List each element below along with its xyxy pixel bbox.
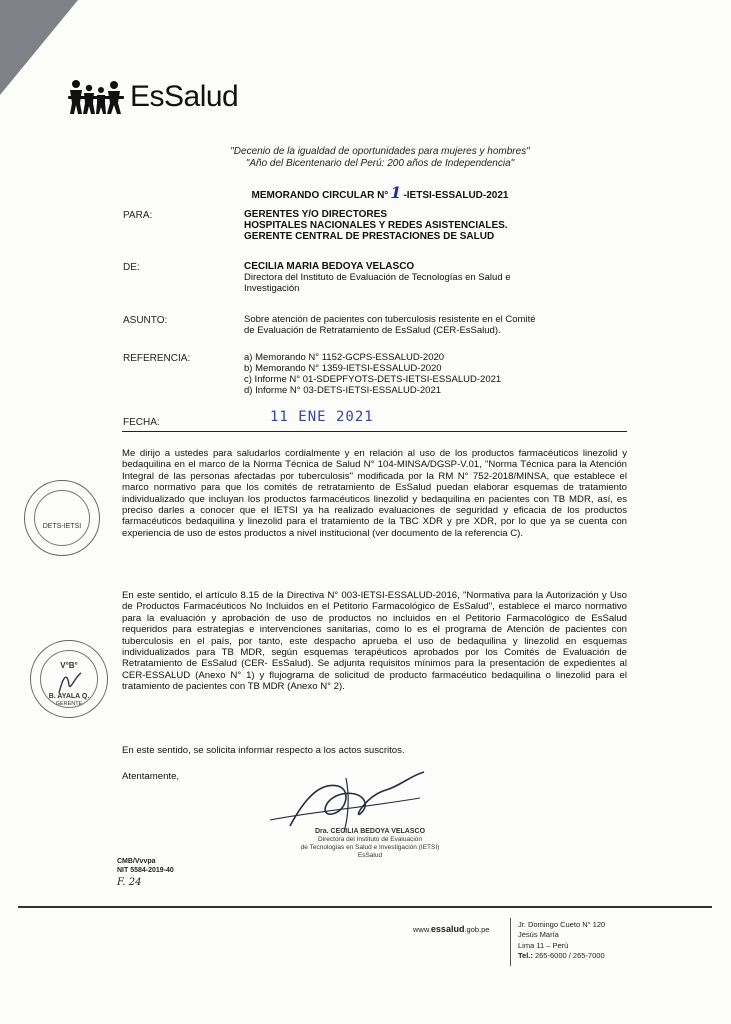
footer-address [518, 920, 605, 962]
signatory-line: EsSalud [357, 852, 383, 859]
asunto-label: ASUNTO: [123, 315, 168, 326]
para-line: GERENTE CENTRAL DE PRESTACIONES DE SALUD [244, 231, 495, 242]
essalud-logo [68, 77, 238, 117]
seal-2-vb: V°B° [60, 661, 78, 670]
de-role: Directora del Instituto de Evaluación de Tecnologías en Salud e [244, 272, 511, 283]
seal-2-role: GERENTE [55, 701, 83, 707]
memo-title-prefix: MEMORANDO CIRCULAR N° [251, 190, 389, 201]
date-stamp: 11 ENE 2021 [270, 409, 374, 425]
asunto-line: de Evaluación de Retratamiento de EsSalud (CER-EsSalud). [244, 325, 501, 336]
memo-title-suffix: -IETSI-ESSALUD-2021 [403, 190, 509, 201]
footer-divider [18, 906, 712, 908]
tel-label: Tel.: [518, 951, 533, 961]
phone-line [518, 951, 605, 961]
fecha-label: FECHA: [123, 417, 160, 428]
address-line: Lima 11 – Perú [518, 940, 569, 950]
folio-number: F. 24 [117, 877, 142, 888]
signatory-line: de Tecnologías en Salud e Investigación (IETSI) [300, 844, 440, 851]
memo-number: 1 [390, 183, 402, 202]
referencia-item: d) Informe N° 03-DETS-IETSI-ESSALUD-2021 [244, 385, 442, 396]
footer-separator [510, 918, 511, 966]
de-label: DE: [123, 262, 140, 273]
asunto-line: Sobre atención de pacientes con tuberculosis resistente en el Comité [244, 314, 536, 325]
seal-2-name: B. AYALA Q. [48, 693, 90, 700]
tel-value: 265-6000 / 265-7000 [534, 951, 605, 961]
year-motto: "Año del Bicentenario del Perú: 200 años de Independencia" [245, 158, 515, 169]
para-value [244, 209, 624, 242]
website-link[interactable] [413, 924, 489, 934]
body-paragraph-2: En este sentido, el artículo 8.15 de la Directiva N° 003-IETSI-ESSALUD-2016, "Normativa para la Autorización y Uso de Productos Farmacéuticos No Incluidos en el Petitorio Farmacológico de EsSalud", establece el marco normativo para la evaluación y aprobación de uso de productos no incluidos en el Petitorio Farmacológico de EsSalud requeridos para estrategias e intervenciones sanitarias, como lo es el programa de Atención de pacientes con tuberculosis en el país, por tanto, este despacho aprueba el uso de bedaquilina y linezolid en esquemas individualizados para TB MDR, según esquemas terapéuticos aprobados por los Comités de Evaluación de Retratamiento de EsSalud (CER- EsSalud). Se adjunta requisitos mínimos para la presentación de expedientes al CER-ESSALUD (Anexo N° 1) y flujograma de solicitud de producto farmacéutico bedaquilina o linezolid para el tratamiento de pacientes con TB MDR (Anexo N° 2). [122, 590, 627, 693]
address-line: Jr. Domingo Cueto N° 120 [518, 920, 606, 929]
signatory-name: Dra. CECILIA BEDOYA VELASCO [314, 828, 426, 835]
header-divider [122, 431, 627, 432]
para-label: PARA: [123, 210, 153, 221]
memo-title [150, 183, 610, 202]
referencia-item: b) Memorando N° 1359-IETSI-ESSALUD-2020 [244, 363, 442, 374]
de-value [244, 261, 624, 294]
referencia-list [244, 352, 624, 396]
web-domain: essalud [430, 924, 465, 934]
referencia-item: c) Informe N° 01-SDEPFYOTS-DETS-IETSI-ESSALUD-2021 [244, 374, 502, 385]
referencia-item: a) Memorando N° 1152-GCPS-ESSALUD-2020 [244, 352, 445, 363]
de-role: Investigación [244, 283, 300, 294]
decade-motto: "Decenio de la igualdad de oportunidades para mujeres y hombres" [230, 146, 530, 157]
signatory-caption [300, 828, 440, 860]
corner-decoration [0, 0, 78, 95]
para-line: HOSPITALES NACIONALES Y REDES ASISTENCIALES. [244, 220, 508, 231]
official-seal-1 [24, 480, 100, 556]
web-suffix: .gob.pe [464, 925, 490, 934]
signatory-line: Directora del Instituto de Evaluación [317, 836, 423, 843]
seal-1-text: DETS-IETSI [42, 523, 82, 530]
initials-code: CMB/Vvvpa [117, 858, 156, 865]
nit-code: NIT 5584-2019-40 [117, 867, 174, 874]
family-logo-icon [68, 79, 126, 115]
para-line: GERENTES Y/O DIRECTORES [244, 209, 387, 220]
address-line: Jesús María [518, 930, 559, 940]
official-seal-2 [30, 640, 108, 718]
initials-scribble [55, 667, 85, 697]
asunto-value [244, 314, 624, 336]
body-paragraph-3: En este sentido, se solicita informar respecto a los actos suscritos. [122, 745, 405, 756]
logo-text: EsSalud [130, 80, 239, 113]
de-name: CECILIA MARIA BEDOYA VELASCO [244, 261, 415, 272]
body-paragraph-1: Me dirijo a ustedes para saludarlos cordialmente y en relación al uso de los productos farmacéuticos linezolid y bedaquilina en el marco de la Norma Técnica de Salud N° 104-MINSA/DGSP-V.01, "Norma Técnica para la Atención Integral de las personas afectadas por tuberculosis" modificada por la RM N° 752-2018/MINSA, que establece el marco normativo para que los comités de retratamiento de EsSalud puedan elaborar esquemas de tratamiento individualizado que incluyan los productos farmacéuticos linezolid y bedaquilina en pacientes con TB MDR, así, es preciso darles a conocer que el IETSI ya ha realizado evaluaciones de seguridad y eficacia de los productos farmacéuticos bedaquilina y linezolid para el tratamiento de la TBC XDR y pre XDR, por lo que ya se cuenta con experiencia de uso de estos productos a nivel institucional (ver documento de la referencia C). [122, 448, 627, 539]
referencia-label: REFERENCIA: [123, 353, 191, 364]
closing: Atentamente, [122, 771, 180, 782]
web-prefix: www. [413, 925, 431, 934]
